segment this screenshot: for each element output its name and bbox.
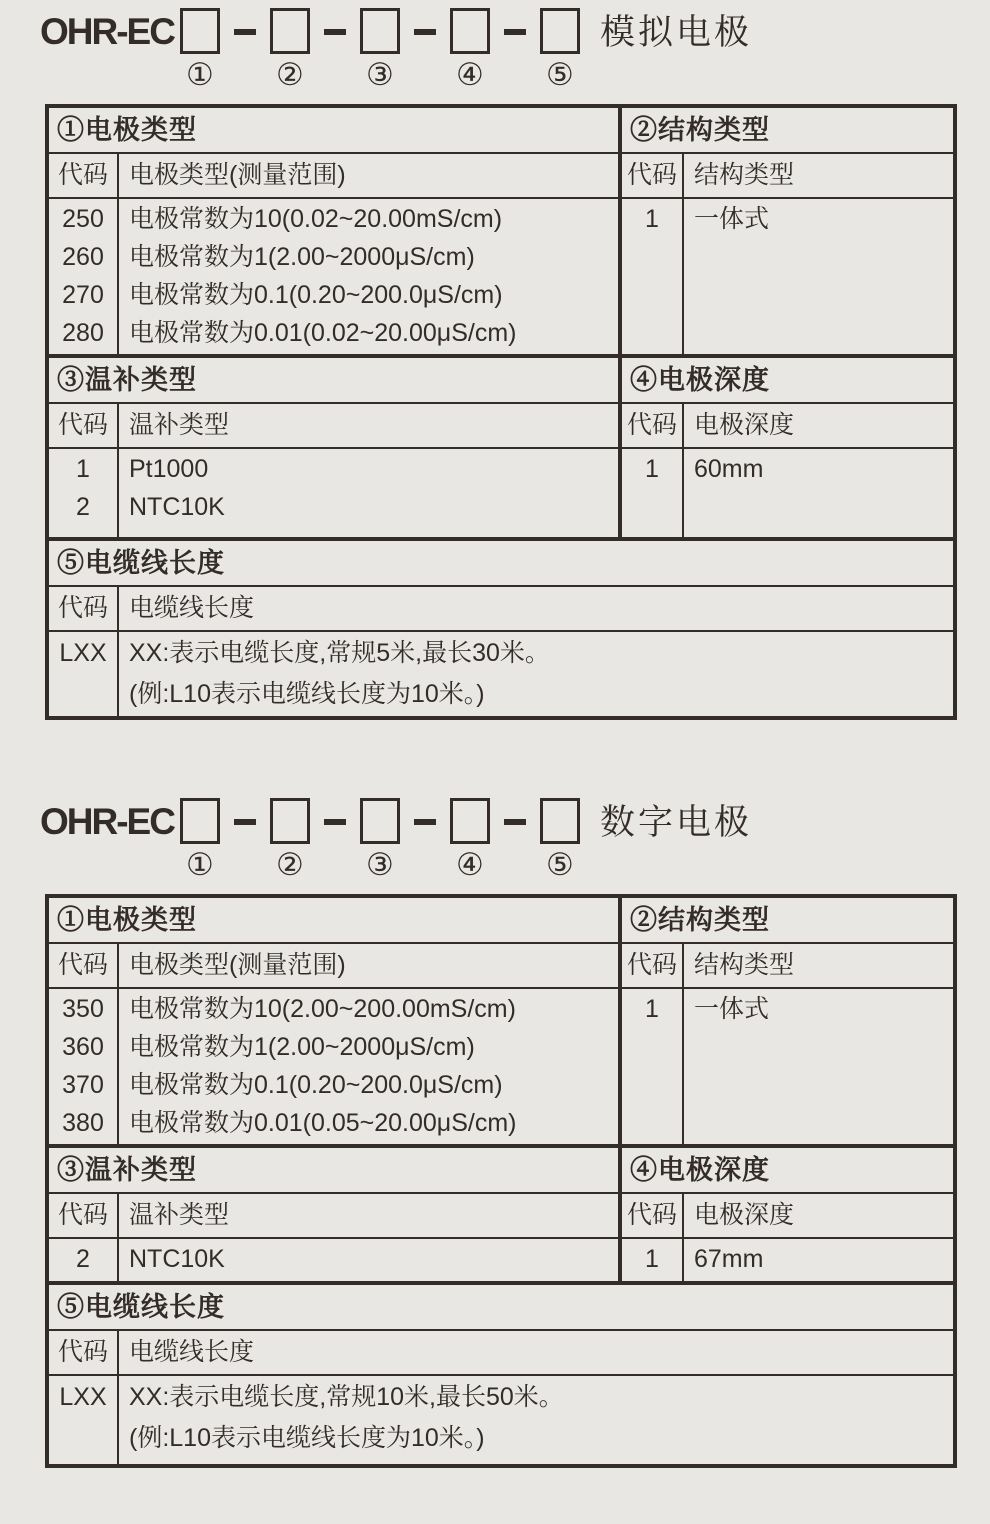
code-value: 1 bbox=[645, 1245, 659, 1273]
panel-temp-type bbox=[49, 1148, 622, 1281]
code-slot-1 bbox=[180, 798, 220, 880]
digital-spec-table bbox=[45, 894, 957, 1468]
data-rows bbox=[49, 449, 618, 537]
code-slot-1 bbox=[180, 8, 220, 90]
code-value: LXX bbox=[59, 639, 107, 667]
header-row bbox=[49, 587, 953, 632]
column-header-temp: 温补类型 bbox=[129, 1201, 230, 1229]
column-header-code: 代码 bbox=[49, 1331, 119, 1374]
block-cable-length bbox=[49, 1281, 953, 1464]
header-row bbox=[49, 1331, 953, 1376]
desc-value: 一体式 bbox=[694, 205, 770, 233]
desc-cell bbox=[119, 632, 953, 716]
position-marker-4: ④ bbox=[456, 57, 484, 92]
code-box-2 bbox=[270, 798, 310, 844]
column-header-type: 电极类型(测量范围) bbox=[129, 951, 346, 979]
section-title-cable-length: ⑤电缆线长度 bbox=[49, 541, 953, 587]
digital-electrode-section bbox=[0, 798, 990, 1468]
header-row bbox=[49, 944, 618, 989]
desc-value: 电极常数为1(2.00~2000μS/cm) bbox=[129, 243, 475, 271]
column-header-temp: 温补类型 bbox=[129, 411, 230, 439]
code-value: 1 bbox=[645, 205, 659, 233]
code-slot-2 bbox=[270, 8, 310, 90]
section-title-temp-type: ③温补类型 bbox=[49, 1148, 618, 1194]
dash-separator bbox=[504, 29, 526, 35]
code-box-4 bbox=[450, 8, 490, 54]
dash-separator bbox=[324, 819, 346, 825]
desc-value: NTC10K bbox=[129, 493, 225, 521]
dash-separator bbox=[324, 29, 346, 35]
column-header-code: 代码 bbox=[49, 1194, 119, 1237]
model-prefix: OHR-EC bbox=[40, 801, 174, 842]
position-marker-1: ① bbox=[186, 57, 214, 92]
desc-cell bbox=[119, 449, 618, 537]
position-marker-5: ⑤ bbox=[546, 57, 574, 92]
code-slot-4 bbox=[450, 8, 490, 90]
data-rows bbox=[622, 199, 953, 354]
code-value: 2 bbox=[76, 493, 90, 521]
desc-value: 60mm bbox=[694, 455, 764, 483]
code-slot-4 bbox=[450, 798, 490, 880]
header-row bbox=[49, 154, 618, 199]
desc-value: NTC10K bbox=[129, 1245, 225, 1273]
header-row bbox=[49, 404, 618, 449]
code-cell bbox=[49, 1239, 119, 1281]
code-value: 1 bbox=[76, 455, 90, 483]
position-marker-5: ⑤ bbox=[546, 847, 574, 882]
code-value: 360 bbox=[62, 1033, 104, 1061]
panel-temp-type bbox=[49, 358, 622, 537]
section-title-electrode-depth: ④电极深度 bbox=[622, 358, 953, 404]
section-title-electrode-type: ①电极类型 bbox=[49, 898, 618, 944]
data-rows bbox=[49, 989, 618, 1144]
cable-desc-line2: (例:L10表示电缆线长度为10米。) bbox=[129, 680, 485, 708]
code-slot-5 bbox=[540, 8, 580, 90]
column-header-code: 代码 bbox=[622, 1194, 684, 1237]
header-row bbox=[622, 154, 953, 199]
data-rows bbox=[622, 449, 953, 537]
column-header-structure: 结构类型 bbox=[694, 161, 795, 189]
desc-value: 电极常数为0.01(0.02~20.00μS/cm) bbox=[129, 319, 517, 347]
desc-cell bbox=[119, 1239, 618, 1281]
code-box-5 bbox=[540, 798, 580, 844]
column-header-code: 代码 bbox=[622, 404, 684, 447]
model-suffix: 数字电极 bbox=[599, 803, 752, 842]
block-temp-depth bbox=[49, 1144, 953, 1281]
column-header-type: 电极类型(测量范围) bbox=[129, 161, 346, 189]
code-value: 280 bbox=[62, 319, 104, 347]
section-title-structure-type: ②结构类型 bbox=[622, 898, 953, 944]
cable-desc-line2: (例:L10表示电缆线长度为10米。) bbox=[129, 1424, 485, 1452]
panel-electrode-type bbox=[49, 898, 622, 1144]
model-code-line bbox=[40, 798, 990, 880]
panel-cable-length bbox=[49, 1285, 953, 1464]
code-value: 380 bbox=[62, 1109, 104, 1137]
code-value: 260 bbox=[62, 243, 104, 271]
desc-value: 电极常数为10(2.00~200.00mS/cm) bbox=[129, 995, 516, 1023]
desc-cell bbox=[119, 1376, 953, 1464]
desc-cell bbox=[119, 989, 618, 1144]
header-row bbox=[49, 1194, 618, 1239]
column-header-code: 代码 bbox=[49, 404, 119, 447]
code-slot-2 bbox=[270, 798, 310, 880]
dash-separator bbox=[234, 819, 256, 825]
section-title-electrode-type: ①电极类型 bbox=[49, 108, 618, 154]
position-marker-4: ④ bbox=[456, 847, 484, 882]
code-cell bbox=[49, 199, 119, 354]
desc-cell bbox=[684, 989, 953, 1144]
panel-electrode-type bbox=[49, 108, 622, 354]
panel-electrode-depth bbox=[622, 1148, 953, 1281]
block-temp-depth bbox=[49, 354, 953, 537]
desc-value: 一体式 bbox=[694, 995, 770, 1023]
code-box-1 bbox=[180, 798, 220, 844]
code-value: 1 bbox=[645, 995, 659, 1023]
position-marker-2: ② bbox=[276, 847, 304, 882]
dash-separator bbox=[414, 29, 436, 35]
position-marker-2: ② bbox=[276, 57, 304, 92]
data-rows bbox=[49, 1376, 953, 1464]
data-rows bbox=[49, 632, 953, 716]
desc-value: 电极常数为0.1(0.20~200.0μS/cm) bbox=[129, 1071, 503, 1099]
position-marker-1: ① bbox=[186, 847, 214, 882]
section-title-electrode-depth: ④电极深度 bbox=[622, 1148, 953, 1194]
header-row bbox=[622, 944, 953, 989]
block-cable-length bbox=[49, 537, 953, 716]
panel-structure-type bbox=[622, 898, 953, 1144]
cable-desc-line1: XX:表示电缆长度,常规10米,最长50米。 bbox=[129, 1383, 564, 1411]
data-rows bbox=[622, 989, 953, 1144]
section-title-cable-length: ⑤电缆线长度 bbox=[49, 1285, 953, 1331]
section-title-temp-type: ③温补类型 bbox=[49, 358, 618, 404]
desc-value: 电极常数为0.1(0.20~200.0μS/cm) bbox=[129, 281, 503, 309]
panel-cable-length bbox=[49, 541, 953, 716]
column-header-cable: 电缆线长度 bbox=[129, 594, 255, 622]
data-rows bbox=[49, 199, 618, 354]
code-box-1 bbox=[180, 8, 220, 54]
dash-separator bbox=[414, 819, 436, 825]
desc-value: 电极常数为1(2.00~2000μS/cm) bbox=[129, 1033, 475, 1061]
panel-electrode-depth bbox=[622, 358, 953, 537]
column-header-code: 代码 bbox=[622, 154, 684, 197]
code-cell bbox=[622, 1239, 684, 1281]
code-value: 270 bbox=[62, 281, 104, 309]
column-header-depth: 电极深度 bbox=[694, 1201, 795, 1229]
code-slot-3 bbox=[360, 8, 400, 90]
desc-cell bbox=[684, 199, 953, 354]
data-rows bbox=[622, 1239, 953, 1281]
model-prefix: OHR-EC bbox=[40, 11, 174, 52]
panel-structure-type bbox=[622, 108, 953, 354]
code-cell bbox=[622, 989, 684, 1144]
dash-separator bbox=[234, 29, 256, 35]
position-marker-3: ③ bbox=[366, 847, 394, 882]
column-header-code: 代码 bbox=[49, 587, 119, 630]
block-electrode-structure bbox=[49, 898, 953, 1144]
code-value: 350 bbox=[62, 995, 104, 1023]
cable-desc-line1: XX:表示电缆长度,常规5米,最长30米。 bbox=[129, 639, 550, 667]
dash-separator bbox=[504, 819, 526, 825]
code-cell bbox=[622, 199, 684, 354]
desc-value: 电极常数为10(0.02~20.00mS/cm) bbox=[129, 205, 503, 233]
analog-electrode-section bbox=[0, 8, 990, 720]
column-header-depth: 电极深度 bbox=[694, 411, 795, 439]
code-slot-5 bbox=[540, 798, 580, 880]
desc-value: Pt1000 bbox=[129, 455, 209, 483]
code-value: LXX bbox=[59, 1383, 107, 1411]
model-code-line bbox=[40, 8, 990, 90]
code-value: 1 bbox=[645, 455, 659, 483]
model-suffix: 模拟电极 bbox=[599, 13, 752, 52]
desc-cell bbox=[684, 1239, 953, 1281]
desc-value: 67mm bbox=[694, 1245, 764, 1273]
desc-cell bbox=[684, 449, 953, 537]
code-box-2 bbox=[270, 8, 310, 54]
block-electrode-structure bbox=[49, 108, 953, 354]
desc-cell bbox=[119, 199, 618, 354]
position-marker-3: ③ bbox=[366, 57, 394, 92]
data-rows bbox=[49, 1239, 618, 1281]
code-cell bbox=[49, 989, 119, 1144]
column-header-code: 代码 bbox=[622, 944, 684, 987]
column-header-code: 代码 bbox=[49, 944, 119, 987]
code-value: 250 bbox=[62, 205, 104, 233]
code-cell bbox=[49, 1376, 119, 1464]
code-value: 370 bbox=[62, 1071, 104, 1099]
header-row bbox=[622, 1194, 953, 1239]
column-header-code: 代码 bbox=[49, 154, 119, 197]
code-box-3 bbox=[360, 8, 400, 54]
code-box-5 bbox=[540, 8, 580, 54]
desc-value: 电极常数为0.01(0.05~20.00μS/cm) bbox=[129, 1109, 517, 1137]
code-cell bbox=[49, 449, 119, 537]
code-slot-3 bbox=[360, 798, 400, 880]
column-header-structure: 结构类型 bbox=[694, 951, 795, 979]
analog-spec-table bbox=[45, 104, 957, 720]
code-box-3 bbox=[360, 798, 400, 844]
section-title-structure-type: ②结构类型 bbox=[622, 108, 953, 154]
code-cell bbox=[622, 449, 684, 537]
code-cell bbox=[49, 632, 119, 716]
code-value: 2 bbox=[76, 1245, 90, 1273]
column-header-cable: 电缆线长度 bbox=[129, 1338, 255, 1366]
code-box-4 bbox=[450, 798, 490, 844]
header-row bbox=[622, 404, 953, 449]
